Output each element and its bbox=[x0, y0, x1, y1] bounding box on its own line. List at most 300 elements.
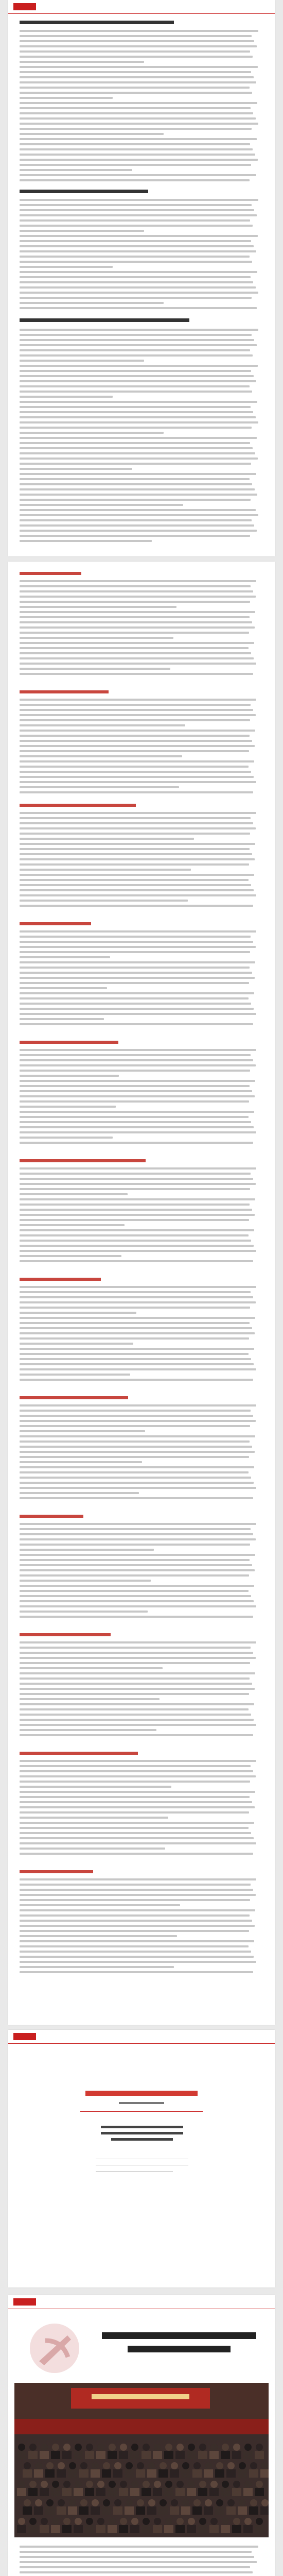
text-line bbox=[20, 724, 185, 726]
text-line bbox=[20, 1683, 252, 1685]
text-line bbox=[20, 879, 249, 881]
audience-member bbox=[193, 2499, 201, 2506]
audience-member bbox=[35, 2499, 42, 2506]
document-subject-line bbox=[111, 2138, 173, 2141]
text-line bbox=[20, 307, 257, 309]
text-line bbox=[20, 1538, 256, 1540]
audience-member-body bbox=[187, 2488, 196, 2496]
text-line bbox=[20, 1059, 253, 1061]
audience-member-body bbox=[108, 2525, 117, 2533]
text-line bbox=[20, 1765, 251, 1767]
audience-member bbox=[109, 2481, 116, 2488]
audience-member-body bbox=[91, 2506, 100, 2515]
text-line bbox=[20, 930, 256, 933]
text-line bbox=[20, 673, 253, 675]
text-line bbox=[20, 1018, 104, 1020]
audience-member bbox=[41, 2518, 48, 2525]
text-line bbox=[20, 1013, 256, 1015]
audience-member bbox=[41, 2481, 48, 2488]
text-line bbox=[20, 1729, 156, 1731]
text-line bbox=[20, 35, 252, 37]
text-line bbox=[20, 1301, 256, 1303]
audience-member-body bbox=[136, 2469, 145, 2478]
audience-member-body bbox=[102, 2469, 111, 2478]
text-line bbox=[20, 626, 255, 629]
audience-member bbox=[41, 2444, 48, 2451]
text-line bbox=[20, 1497, 253, 1499]
text-line bbox=[20, 621, 252, 623]
text-line bbox=[20, 406, 251, 408]
text-line bbox=[20, 1286, 256, 1288]
text-line bbox=[20, 997, 249, 999]
audience-member-body bbox=[198, 2525, 207, 2533]
text-line bbox=[20, 530, 257, 532]
text-line bbox=[20, 1652, 253, 1654]
text-line bbox=[20, 391, 252, 393]
audience-member bbox=[188, 2444, 195, 2451]
audience-member-body bbox=[68, 2469, 77, 2478]
text-line bbox=[20, 601, 250, 603]
audience-member-body bbox=[164, 2451, 173, 2459]
text-line bbox=[20, 396, 113, 398]
text-line bbox=[20, 1204, 250, 1206]
text-line bbox=[20, 442, 250, 444]
audience-member-body bbox=[142, 2488, 151, 2496]
text-line bbox=[20, 1214, 255, 1216]
audience-member bbox=[35, 2462, 42, 2469]
audience-member-body bbox=[260, 2506, 269, 2515]
audience-member-body bbox=[142, 2525, 151, 2533]
audience-member bbox=[103, 2499, 110, 2506]
text-line bbox=[20, 858, 255, 860]
audience-member-body bbox=[226, 2469, 236, 2478]
text-line bbox=[20, 1219, 249, 1221]
text-line bbox=[20, 360, 144, 362]
audience-member-body bbox=[17, 2451, 26, 2459]
text-line bbox=[20, 1817, 168, 1819]
text-line bbox=[20, 235, 258, 237]
section-subheading bbox=[20, 1396, 128, 1399]
audience-member-body bbox=[119, 2525, 128, 2533]
document-subject-line bbox=[101, 2126, 183, 2128]
audience-member-body bbox=[28, 2488, 38, 2496]
text-line bbox=[20, 245, 254, 247]
audience-member-body bbox=[96, 2525, 105, 2533]
audience-member-body bbox=[85, 2488, 94, 2496]
text-line bbox=[20, 117, 256, 120]
text-line bbox=[20, 714, 256, 716]
audience-member bbox=[244, 2518, 252, 2525]
audience-member bbox=[120, 2518, 127, 2525]
audience-member bbox=[233, 2444, 240, 2451]
audience-member bbox=[193, 2462, 201, 2469]
audience-member bbox=[256, 2444, 263, 2451]
section-lecture-sheet bbox=[8, 2295, 275, 2576]
text-line bbox=[20, 1363, 254, 1365]
audience-member-body bbox=[130, 2525, 139, 2533]
audience-member bbox=[29, 2518, 37, 2525]
text-line bbox=[20, 494, 257, 496]
red-divider bbox=[8, 2043, 275, 2044]
text-line bbox=[20, 1482, 254, 1484]
text-line bbox=[20, 740, 252, 742]
text-line bbox=[20, 1343, 133, 1345]
text-line bbox=[20, 987, 107, 989]
text-line bbox=[20, 499, 251, 501]
text-line bbox=[20, 1580, 151, 1582]
text-line bbox=[20, 1312, 136, 1314]
audience-member-body bbox=[255, 2451, 264, 2459]
audience-member bbox=[69, 2462, 76, 2469]
text-line bbox=[20, 1451, 255, 1453]
audience-member-body bbox=[142, 2451, 151, 2459]
text-line bbox=[20, 884, 251, 886]
text-line bbox=[20, 1209, 252, 1211]
audience-member-body bbox=[181, 2506, 190, 2515]
text-line bbox=[20, 616, 250, 618]
article-title-2 bbox=[20, 190, 148, 193]
text-line bbox=[20, 50, 250, 53]
text-line bbox=[20, 776, 254, 778]
text-line bbox=[20, 71, 251, 73]
text-line bbox=[20, 1291, 251, 1293]
text-line bbox=[20, 1435, 255, 1437]
text-line bbox=[20, 889, 254, 891]
text-line bbox=[20, 339, 254, 341]
text-line bbox=[20, 766, 249, 768]
text-line bbox=[20, 1420, 256, 1422]
audience-member-body bbox=[79, 2469, 89, 2478]
text-line bbox=[20, 704, 251, 706]
audience-member bbox=[58, 2462, 65, 2469]
text-line bbox=[20, 509, 256, 511]
audience-member-body bbox=[119, 2451, 128, 2459]
section-policy-sheet bbox=[8, 562, 275, 2025]
audience-member-body bbox=[192, 2506, 202, 2515]
text-line bbox=[20, 1064, 256, 1066]
text-line bbox=[20, 463, 251, 465]
text-line bbox=[20, 385, 250, 387]
text-line bbox=[20, 380, 256, 382]
audience-member bbox=[29, 2444, 37, 2451]
audience-member-body bbox=[181, 2469, 190, 2478]
audience-member bbox=[86, 2444, 93, 2451]
text-line bbox=[20, 745, 255, 747]
text-line bbox=[20, 1106, 116, 1108]
audience-member-body bbox=[260, 2469, 269, 2478]
audience-member-body bbox=[130, 2451, 139, 2459]
text-line bbox=[20, 1786, 171, 1788]
audience-member bbox=[216, 2499, 223, 2506]
audience-member-body bbox=[204, 2506, 213, 2515]
text-line bbox=[20, 1657, 256, 1659]
text-line bbox=[20, 45, 257, 47]
text-line bbox=[20, 822, 253, 824]
text-line bbox=[20, 1183, 256, 1185]
text-line bbox=[20, 1616, 253, 1618]
text-line bbox=[20, 1070, 250, 1072]
text-line bbox=[20, 709, 253, 711]
text-line bbox=[20, 1245, 254, 1247]
text-line bbox=[20, 1796, 250, 1798]
audience-member-body bbox=[34, 2469, 43, 2478]
audience-member-body bbox=[255, 2488, 264, 2496]
audience-member bbox=[222, 2444, 229, 2451]
text-line bbox=[20, 1832, 251, 1834]
audience-member bbox=[46, 2499, 54, 2506]
audience-member bbox=[46, 2462, 54, 2469]
audience-member-body bbox=[232, 2525, 241, 2533]
text-line bbox=[20, 1296, 253, 1298]
text-line bbox=[20, 1085, 250, 1087]
audience-member bbox=[233, 2518, 240, 2525]
text-line bbox=[20, 225, 253, 227]
section-subheading bbox=[20, 1870, 93, 1873]
text-line bbox=[20, 1585, 254, 1587]
audience-member bbox=[24, 2499, 31, 2506]
text-line bbox=[20, 256, 250, 258]
text-line bbox=[20, 1647, 251, 1649]
text-line bbox=[20, 1569, 255, 1571]
text-line bbox=[20, 276, 251, 278]
text-line bbox=[20, 1440, 250, 1443]
audience-member-body bbox=[209, 2525, 219, 2533]
text-line bbox=[20, 590, 253, 592]
text-line bbox=[20, 1126, 254, 1128]
audience-member bbox=[126, 2499, 133, 2506]
text-line bbox=[20, 92, 252, 94]
audience-member bbox=[63, 2444, 70, 2451]
text-line bbox=[20, 1379, 253, 1381]
audience-member-body bbox=[96, 2451, 105, 2459]
audience-member-body bbox=[125, 2506, 134, 2515]
text-line bbox=[20, 1178, 253, 1180]
text-line bbox=[20, 1229, 254, 1231]
text-line bbox=[20, 786, 179, 788]
text-line bbox=[20, 833, 250, 835]
audience-member-body bbox=[40, 2488, 49, 2496]
audience-member-body bbox=[238, 2506, 247, 2515]
text-line bbox=[20, 478, 250, 480]
text-line bbox=[20, 365, 258, 367]
text-line bbox=[20, 1827, 249, 1829]
audience-member-body bbox=[221, 2451, 230, 2459]
text-line bbox=[20, 468, 132, 470]
text-line bbox=[20, 1734, 253, 1736]
audience-member bbox=[233, 2481, 240, 2488]
audience-member bbox=[171, 2462, 178, 2469]
text-line bbox=[20, 2556, 254, 2558]
text-line bbox=[20, 1337, 249, 1340]
audience-member-body bbox=[221, 2488, 230, 2496]
text-line bbox=[20, 1425, 250, 1427]
section-subheading bbox=[20, 1515, 83, 1518]
text-line bbox=[20, 416, 256, 418]
text-line bbox=[20, 76, 254, 78]
audience-member bbox=[165, 2444, 172, 2451]
audience-member bbox=[120, 2481, 127, 2488]
text-line bbox=[20, 977, 255, 979]
audience-member bbox=[143, 2444, 150, 2451]
audience-member bbox=[18, 2481, 25, 2488]
audience-member-body bbox=[175, 2488, 185, 2496]
text-line bbox=[20, 1307, 250, 1309]
text-line bbox=[20, 1781, 250, 1783]
text-line bbox=[20, 900, 188, 902]
text-line bbox=[20, 1410, 251, 1412]
audience-member-body bbox=[45, 2469, 55, 2478]
text-line bbox=[20, 1688, 255, 1690]
audience-member-body bbox=[215, 2506, 224, 2515]
audience-member-body bbox=[136, 2506, 145, 2515]
audience-member-body bbox=[74, 2451, 83, 2459]
text-line bbox=[20, 735, 250, 737]
document-body-line bbox=[96, 2171, 173, 2172]
audience-member-body bbox=[85, 2451, 94, 2459]
section-subheading bbox=[20, 1633, 111, 1636]
text-line bbox=[20, 606, 176, 608]
audience-member bbox=[182, 2462, 189, 2469]
audience-member bbox=[92, 2499, 99, 2506]
audience-member bbox=[63, 2518, 70, 2525]
text-line bbox=[20, 240, 251, 242]
audience-member bbox=[114, 2462, 121, 2469]
audience-member bbox=[109, 2444, 116, 2451]
audience-member-body bbox=[153, 2488, 162, 2496]
text-line bbox=[20, 730, 255, 732]
audience-member-body bbox=[108, 2451, 117, 2459]
text-line bbox=[20, 1049, 256, 1051]
text-line bbox=[20, 1714, 251, 1716]
text-line bbox=[20, 1353, 249, 1355]
text-line bbox=[20, 138, 257, 140]
audience-member bbox=[131, 2481, 138, 2488]
text-line bbox=[20, 61, 144, 63]
audience-member-body bbox=[187, 2451, 196, 2459]
audience-member-body bbox=[192, 2469, 202, 2478]
text-line bbox=[20, 1595, 251, 1597]
text-line bbox=[20, 791, 253, 793]
audience-member-body bbox=[62, 2488, 72, 2496]
text-line bbox=[20, 452, 255, 454]
text-line bbox=[20, 81, 256, 83]
audience-member bbox=[256, 2481, 263, 2488]
section-news-sheet bbox=[8, 0, 275, 556]
audience-member-body bbox=[164, 2525, 173, 2533]
text-line bbox=[20, 812, 256, 814]
text-line bbox=[20, 1899, 250, 1901]
audience-member-body bbox=[204, 2469, 213, 2478]
audience-member bbox=[244, 2481, 252, 2488]
audience-member-body bbox=[243, 2488, 253, 2496]
text-line bbox=[20, 967, 250, 969]
audience-member bbox=[52, 2481, 59, 2488]
audience-member bbox=[160, 2499, 167, 2506]
text-line bbox=[20, 524, 254, 527]
audience-member-body bbox=[158, 2469, 168, 2478]
audience-member-body bbox=[62, 2525, 72, 2533]
audience-member bbox=[86, 2481, 93, 2488]
text-line bbox=[20, 585, 251, 587]
text-line bbox=[20, 1193, 128, 1195]
text-line bbox=[20, 1121, 251, 1123]
text-line bbox=[20, 354, 253, 357]
text-line bbox=[20, 1806, 255, 1808]
audience-member-body bbox=[147, 2506, 156, 2515]
text-line bbox=[20, 1590, 249, 1592]
text-line bbox=[20, 848, 250, 850]
text-line bbox=[20, 209, 254, 211]
section-subheading bbox=[20, 572, 81, 575]
text-line bbox=[20, 97, 113, 99]
audience-member-body bbox=[209, 2451, 219, 2459]
text-line bbox=[20, 1240, 251, 1242]
text-line bbox=[20, 1100, 249, 1103]
text-line bbox=[20, 370, 251, 372]
audience-member-body bbox=[28, 2525, 38, 2533]
text-line bbox=[20, 781, 256, 783]
audience-member bbox=[239, 2462, 246, 2469]
text-line bbox=[20, 164, 251, 166]
text-line bbox=[20, 941, 253, 943]
text-line bbox=[20, 2561, 257, 2563]
text-line bbox=[20, 1791, 255, 1793]
audience-member-body bbox=[51, 2525, 60, 2533]
text-line bbox=[20, 1173, 251, 1175]
text-line bbox=[20, 261, 252, 263]
text-line bbox=[20, 719, 250, 721]
audience-member bbox=[58, 2499, 65, 2506]
audience-member-body bbox=[74, 2525, 83, 2533]
text-line bbox=[20, 40, 254, 42]
text-line bbox=[20, 1358, 251, 1360]
text-line bbox=[20, 1533, 253, 1535]
text-line bbox=[20, 214, 257, 216]
text-line bbox=[20, 956, 110, 958]
text-line bbox=[20, 1914, 250, 1917]
audience-member bbox=[52, 2444, 59, 2451]
audience-member-body bbox=[209, 2488, 219, 2496]
text-line bbox=[20, 535, 250, 537]
page-number-mark bbox=[8, 2004, 275, 2005]
text-line bbox=[20, 946, 256, 948]
text-line bbox=[20, 230, 144, 232]
audience-member bbox=[188, 2481, 195, 2488]
audience-member-body bbox=[51, 2488, 60, 2496]
red-divider bbox=[8, 13, 275, 14]
text-line bbox=[20, 750, 249, 752]
audience-member-body bbox=[68, 2506, 77, 2515]
text-line bbox=[20, 1574, 249, 1577]
audience-member bbox=[261, 2499, 269, 2506]
text-line bbox=[20, 344, 257, 346]
audience-member bbox=[137, 2462, 144, 2469]
text-line bbox=[20, 1693, 249, 1695]
text-line bbox=[20, 1167, 256, 1170]
audience-member bbox=[160, 2462, 167, 2469]
text-line bbox=[20, 632, 249, 634]
audience-member-body bbox=[57, 2506, 66, 2515]
text-line bbox=[20, 1775, 256, 1777]
audience-member bbox=[199, 2518, 206, 2525]
text-line bbox=[20, 2571, 253, 2573]
text-line bbox=[20, 1842, 256, 1844]
text-line bbox=[20, 1935, 177, 1937]
section-subheading bbox=[20, 1159, 146, 1162]
text-line bbox=[20, 281, 253, 283]
text-line bbox=[20, 1456, 249, 1458]
text-line bbox=[20, 112, 253, 114]
